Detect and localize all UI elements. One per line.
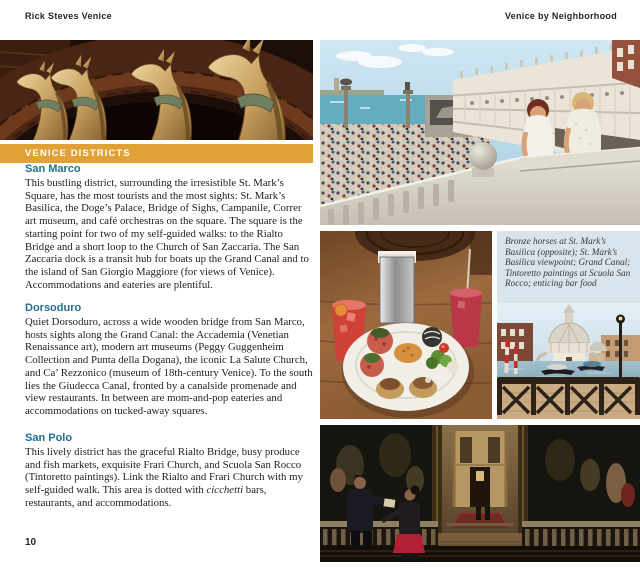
bar-food-illustration: [320, 231, 492, 419]
paragraph-text: This lively district has the graceful Rialto Bridge, busy produce and fish markets, exquisite Frari Church, and Scuola San Rocco (Tintoretto paintings). Link the Rialto and Frari Church with my self-guided walk. This area is dotted with: [25, 446, 303, 497]
page-number: 10: [25, 537, 37, 548]
district-paragraph: Quiet Dorsoduro, across a wide wooden bridge from San Marco, hosts sights along the Grand Canal: the Accademia (Venetian Renaissance art), modern art museums (Peggy Guggenheim Collection and Punta della Dogana), the iconic La Salute Church, and Ca’ Rezzonico (museum of 18th-century Venice). To the south lies the Giudecca Canal, fronted by a canalside promenade and view restaurants. In between are mom-and-pop eateries and accommodations on tucked-away squares.: [25, 316, 313, 417]
district-paragraph: [25, 446, 314, 510]
district-heading: San Polo: [25, 432, 73, 444]
paragraph-text: bars, restaurants, and accommodations.: [25, 484, 267, 509]
viewpoint-illustration: [320, 40, 640, 225]
san-rocco-illustration: [320, 425, 640, 562]
photo-bronze-horses: [0, 40, 313, 140]
photo-basilica-viewpoint: [320, 40, 640, 225]
grand-canal-illustration: [497, 303, 640, 419]
photo-grand-canal: [497, 303, 640, 419]
photo-scuola-san-rocco: [320, 425, 640, 562]
italic-term: cicchetti: [206, 484, 244, 497]
photo-caption: Bronze horses at St. Mark’s Basilica (opposite); St. Mark’s Basilica viewpoint; Grand Canal; Tintoretto paintings at Scuola San Rocco; enticing bar food: [497, 231, 640, 303]
district-paragraph: This bustling district, surrounding the irresistible St. Mark’s Square, has the most tourists and the most sights: St. Mark’s Basilica, the Doge’s Palace, Bridge of Sighs, Campanile, Correr art museum, and café orchestras on the square. The square is the starting point for two of my self-guided walks: to the Rialto Bridge and a short loop to the Church of San Zaccaria. The San Zaccaria dock is a transit hub for boats up the Grand Canal and to the island of San Giorgio Maggiore (for views of Venice). Accommodations and eateries are plentiful.: [25, 177, 309, 291]
district-heading: San Marco: [25, 163, 81, 175]
running-head-left: Rick Steves Venice: [25, 11, 112, 21]
bronze-horses-illustration: [0, 40, 313, 140]
district-heading: Dorsoduro: [25, 302, 82, 314]
section-header-bar: VENICE DISTRICTS: [0, 144, 313, 163]
running-head-right: Venice by Neighborhood: [504, 11, 617, 21]
district-section-san-polo: [25, 432, 314, 510]
photo-bar-food: [320, 231, 492, 419]
district-section-san-marco: [25, 163, 314, 291]
district-section-dorsoduro: [25, 302, 314, 418]
